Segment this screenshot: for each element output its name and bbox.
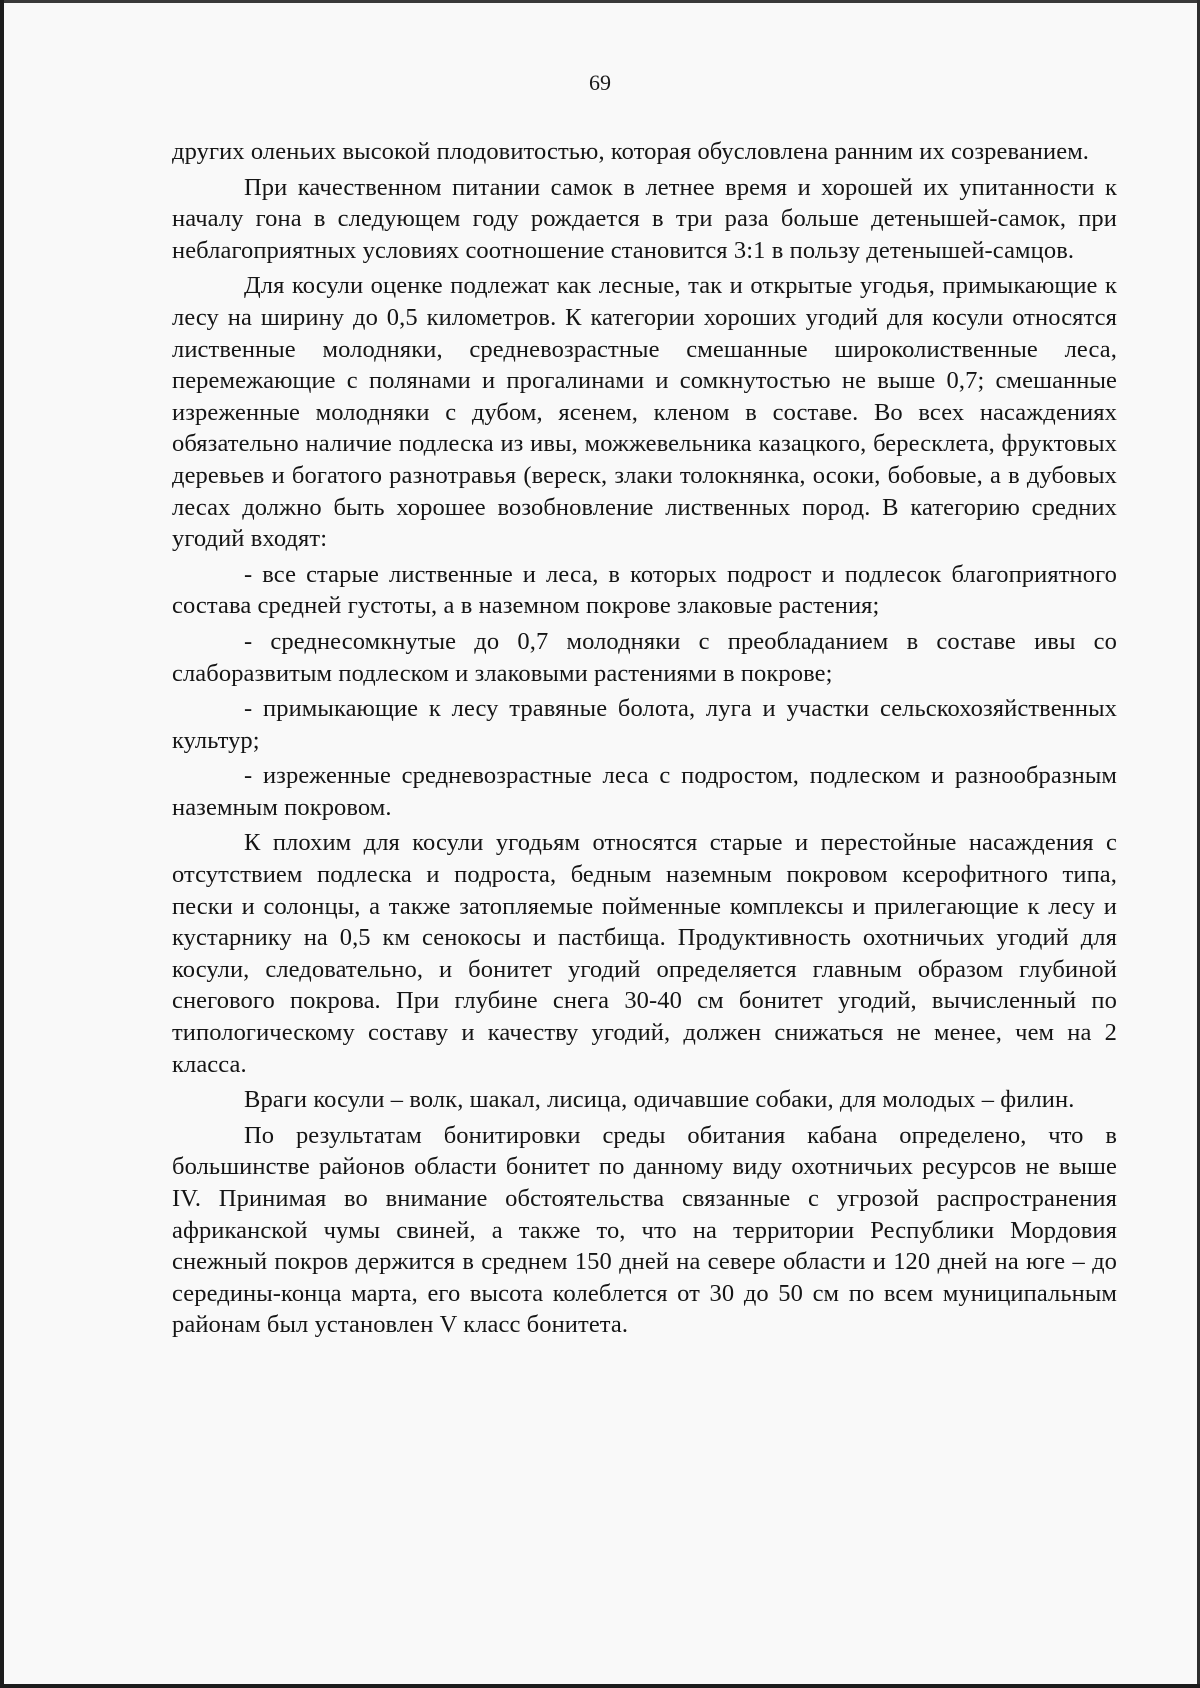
paragraph: Враги косули – волк, шакал, лисица, одичавшие собаки, для молодых – филин. <box>244 1086 1075 1114</box>
page-number: 69 <box>589 70 611 95</box>
list-item: - все старые лиственные и леса, в которых подрост и подлесок благоприятного состава средней густоты, а в наземном покрове злаковые растения; <box>172 560 1117 620</box>
list-item: - примыкающие к лесу травяные болота, луга и участки сельскохозяйственных культур; <box>172 695 1117 754</box>
list-item: - изреженные средневозрастные леса с подростом, подлеском и разнообразным наземным покровом. <box>172 762 1117 821</box>
paragraph: При качественном питании самок в летнее время и хорошей их упитанности к началу гона в следующем году рождается в три раза больше детенышей-самок, при неблагоприятных условиях соотношение становится 3:1 в пользу детенышей-самцов. <box>172 173 1117 264</box>
paragraph: Для косули оценке подлежат как лесные, так и открытые угодья, примыкающие к лесу на ширину до 0,5 километров. К категории хороших угодий для косули относятся лиственные молодняки, средневозрастные смешанные широколиственные леса, перемежающие с полянами и прогалинами и сомкнутостью не выше 0,7; смешанные изреженные молодняки с дубом, ясенем, кленом в составе. Во всех насаждениях обязательно наличие подлеска из ивы, можжевельника казацкого, бересклета, фруктовых деревьев и богатого разнотравья (вереск, злаки толокнянка, осоки, бобовые, а в дубовых лесах должно быть хорошее возобновление лиственных пород. В категорию средних угодий входят: <box>172 272 1117 553</box>
scan-edge-top <box>0 0 1200 3</box>
paragraph: других оленьих высокой плодовитостью, которая обусловлена ранним их созреванием. <box>172 138 1090 165</box>
scan-edge-left <box>0 0 4 1688</box>
list-item: - среднесомкнутые до 0,7 молодняки с преобладанием в составе ивы со слаборазвитым подлеском и злаковыми растениями в покрове; <box>172 627 1117 687</box>
scan-edge-bottom <box>0 1684 1200 1688</box>
paragraph: По результатам бонитировки среды обитания кабана определено, что в большинстве районов области бонитет по данному виду охотничьих ресурсов не выше IV. Принимая во внимание обстоятельства связанные с угрозой распространения африканской чумы свиней, а также то, что на территории Республики Мордовия снежный покров держится в среднем 150 дней на севере области и 120 дней на юге – до середины-конца марта, его высота колеблется от 30 до 50 см по всем муниципальным районам был установлен V класс бонитета. <box>172 1121 1117 1339</box>
document-body <box>172 136 1117 1345</box>
paragraph: К плохим для косули угодьям относятся старые и перестойные насаждения с отсутствием подлеска и подроста, бедным наземным покровом ксерофитного типа, пески и солонцы, а также затопляемые пойменные комплексы и прилегающие к лесу и кустарнику на 0,5 км сенокосы и пастбища. Продуктивность охотничьих угодий для косули, следовательно, и бонитет угодий определяется главным образом глубиной снегового покрова. При глубине снега 30-40 см бонитет угодий, вычисленный по типологическому составу и качеству угодий, должен снижаться не менее, чем на 2 класса. <box>172 829 1117 1078</box>
